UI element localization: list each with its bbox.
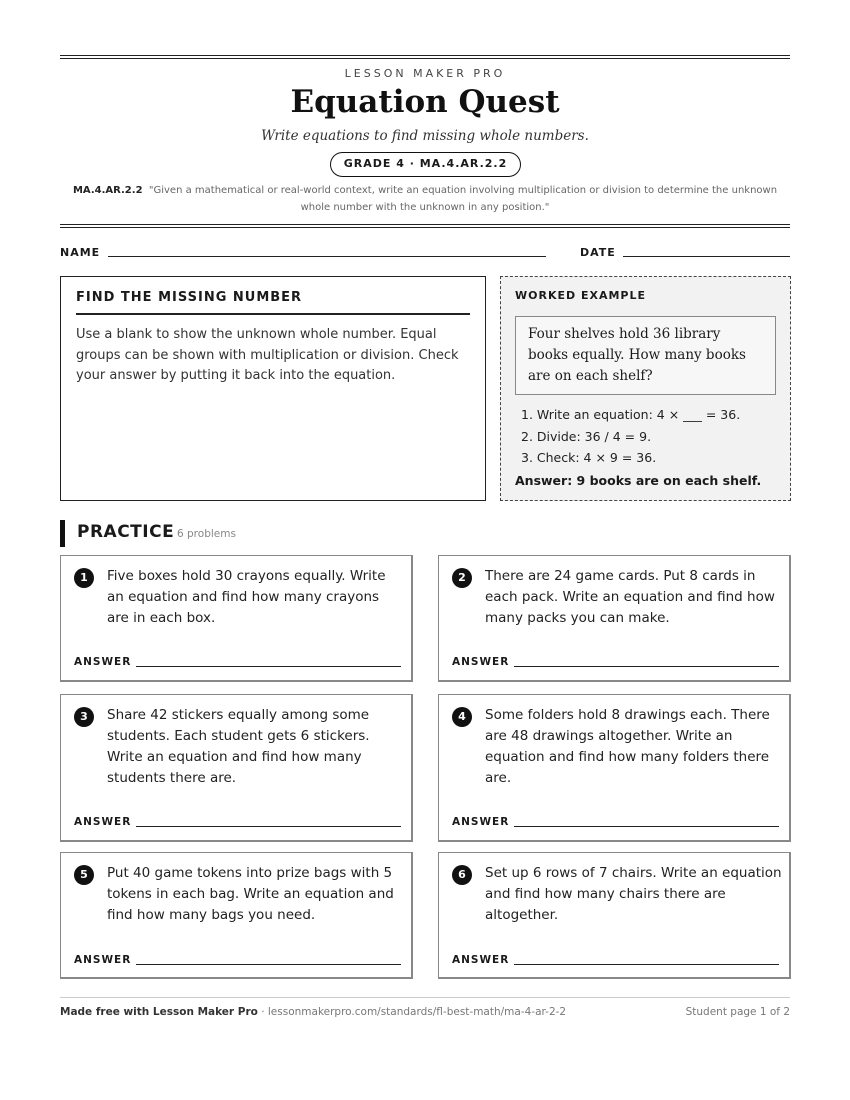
answer-field[interactable]	[514, 826, 779, 827]
problem-number-badge: 6	[452, 865, 472, 885]
practice-title: PRACTICE	[77, 522, 175, 542]
answer-label: ANSWER	[74, 954, 132, 966]
problem-text: There are 24 game cards. Put 8 cards in each pack. Write an equation and find how many packs you can make.	[485, 568, 775, 626]
practice-accent-bar	[60, 520, 65, 547]
answer-field[interactable]	[136, 666, 401, 667]
worked-example-panel	[500, 276, 791, 501]
answer-label: ANSWER	[452, 656, 510, 668]
footer-credit	[60, 1006, 566, 1018]
answer-label: ANSWER	[452, 816, 510, 828]
header-bottom-rule-inner	[60, 227, 790, 228]
standard-statement	[70, 182, 780, 216]
problem-text: Put 40 game tokens into prize bags with 5 tokens in each bag. Write an equation and find how many bags you need.	[107, 865, 394, 923]
name-label: NAME	[60, 246, 101, 259]
instructions-panel	[60, 276, 486, 501]
top-rule	[60, 55, 790, 56]
brand-label: LESSON MAKER PRO	[344, 67, 506, 80]
footer-rule	[60, 997, 790, 998]
worked-example-heading: WORKED EXAMPLE	[515, 289, 646, 302]
problem-number-badge: 3	[74, 707, 94, 727]
practice-count: 6 problems	[177, 528, 236, 540]
example-answer: Answer: 9 books are on each shelf.	[515, 472, 762, 488]
header-bottom-rule	[60, 224, 790, 225]
problem-text: Five boxes hold 30 crayons equally. Write an equation and find how many crayons are in each box.	[107, 568, 386, 626]
grade-badge: GRADE 4 · MA.4.AR.2.2	[330, 152, 521, 177]
problem-number-badge: 5	[74, 865, 94, 885]
problem-card-4	[438, 694, 791, 842]
instructions-heading: FIND THE MISSING NUMBER	[76, 290, 470, 315]
example-step: 3. Check: 4 × 9 = 36.	[521, 450, 657, 465]
example-problem: Four shelves hold 36 library books equally. How many books are on each shelf?	[515, 316, 776, 395]
example-steps	[515, 404, 776, 469]
answer-label: ANSWER	[74, 816, 132, 828]
page-indicator: Student page 1 of 2	[685, 1006, 790, 1018]
problem-number-badge: 1	[74, 568, 94, 588]
example-step: 1. Write an equation: 4 × ___ = 36.	[521, 407, 741, 422]
top-rule-inner	[60, 58, 790, 59]
problem-card-5	[60, 852, 413, 979]
problem-number-badge: 4	[452, 707, 472, 727]
page-subtitle: Write equations to find missing whole numbers.	[261, 128, 589, 144]
page-title: Equation Quest	[290, 84, 560, 120]
problem-text: Set up 6 rows of 7 chairs. Write an equation and find how many chairs there are altogether.	[485, 865, 782, 923]
example-step: 2. Divide: 36 / 4 = 9.	[521, 428, 652, 444]
problem-number-badge: 2	[452, 568, 472, 588]
answer-label: ANSWER	[74, 656, 132, 668]
name-field[interactable]	[108, 256, 546, 257]
standard-code: MA.4.AR.2.2	[72, 185, 143, 196]
answer-label: ANSWER	[452, 954, 510, 966]
problem-text: Some folders hold 8 drawings each. There are 48 drawings altogether. Write an equation and find how many folders there are.	[485, 707, 770, 786]
answer-field[interactable]	[514, 666, 779, 667]
standard-text: "Given a mathematical or real-world context, write an equation involving multiplication or division to determine the unknown whole number with the unknown in any position."	[148, 185, 778, 213]
answer-field[interactable]	[514, 964, 779, 965]
problem-card-1	[60, 555, 413, 682]
answer-field[interactable]	[136, 826, 401, 827]
instructions-body: Use a blank to show the unknown whole number. Equal groups can be shown with multiplication or division. Check your answer by putting it back into the equation.	[76, 327, 459, 383]
footer-made-with: Made free with Lesson Maker Pro	[60, 1006, 258, 1018]
date-field[interactable]	[623, 256, 790, 257]
problem-card-2	[438, 555, 791, 682]
problem-text: Share 42 stickers equally among some students. Each student gets 6 stickers. Write an equation and find how many students there are.	[107, 707, 370, 786]
answer-field[interactable]	[136, 964, 401, 965]
problem-card-6	[438, 852, 791, 979]
date-label: DATE	[580, 246, 616, 259]
footer-url[interactable]: · lessonmakerpro.com/standards/fl-best-math/ma-4-ar-2-2	[261, 1006, 567, 1018]
problem-card-3	[60, 694, 413, 842]
